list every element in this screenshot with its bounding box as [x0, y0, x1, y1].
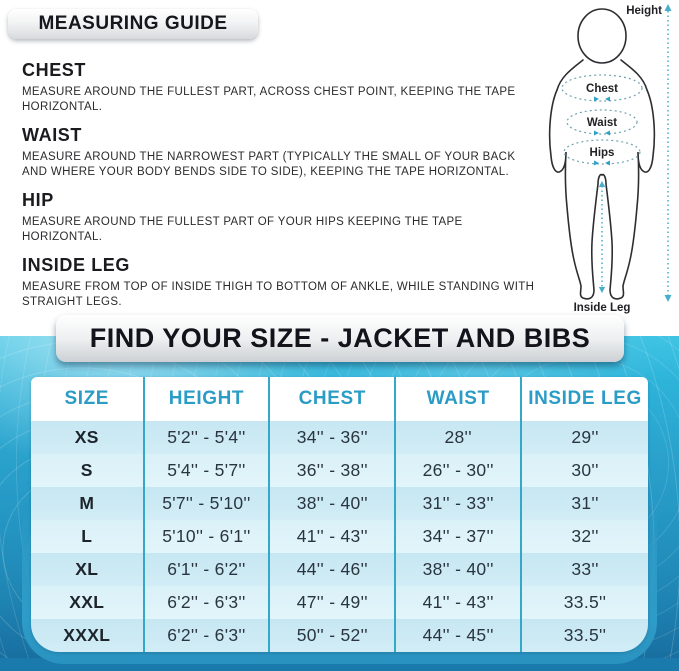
inside-leg-label: Inside Leg: [573, 302, 631, 314]
cell-waist: 28'': [396, 421, 522, 454]
table-row-xxxl: [31, 619, 648, 652]
cell-waist: 26'' - 30'': [396, 454, 522, 487]
measuring-guide-title-box: [8, 9, 258, 39]
section-text-chest: MEASURE AROUND THE FULLEST PART, ACROSS CHEST POINT, KEEPING THE TAPE HORIZONTAL.: [22, 86, 516, 113]
cell-waist: 34'' - 37'': [396, 520, 522, 553]
cell-chest: 44'' - 46'': [270, 553, 396, 586]
find-your-size-banner: [56, 315, 624, 362]
waist-label: Waist: [586, 117, 618, 129]
header-inside-leg: INSIDE LEG: [522, 377, 648, 421]
cell-height: 5'10'' - 6'1'': [145, 520, 271, 553]
body-measurement-diagram: [536, 0, 678, 318]
cell-inside-leg: 31'': [522, 487, 648, 520]
table-row-xl: [31, 553, 648, 586]
cell-size: XS: [31, 421, 145, 454]
cell-chest: 34'' - 36'': [270, 421, 396, 454]
cell-inside-leg: 29'': [522, 421, 648, 454]
cell-chest: 41'' - 43'': [270, 520, 396, 553]
section-heading-inside-leg: INSIDE LEG: [22, 255, 131, 275]
find-your-size-title: FIND YOUR SIZE - JACKET AND BIBS: [89, 323, 591, 353]
cell-size: S: [31, 454, 145, 487]
cell-height: 5'4'' - 5'7'': [145, 454, 271, 487]
body-figure-icon: [536, 0, 678, 318]
cell-chest: 36'' - 38'': [270, 454, 396, 487]
section-heading-chest: CHEST: [22, 60, 87, 80]
table-row-l: [31, 520, 648, 553]
cell-chest: 47'' - 49'': [270, 586, 396, 619]
cell-inside-leg: 33'': [522, 553, 648, 586]
cell-size: XXXL: [31, 619, 145, 652]
section-text-hip: MEASURE AROUND THE FULLEST PART OF YOUR HIPS KEEPING THE TAPE HORIZONTAL.: [22, 216, 463, 243]
measuring-guide-title: MEASURING GUIDE: [38, 13, 228, 34]
cell-height: 5'7'' - 5'10'': [145, 487, 271, 520]
cell-size: L: [31, 520, 145, 553]
cell-height: 5'2'' - 5'4'': [145, 421, 271, 454]
cell-inside-leg: 30'': [522, 454, 648, 487]
chest-label: Chest: [586, 83, 618, 95]
find-your-size-section: [0, 323, 679, 671]
cell-size: M: [31, 487, 145, 520]
cell-height: 6'2'' - 6'3'': [145, 586, 271, 619]
cell-waist: 41'' - 43'': [396, 586, 522, 619]
cell-height: 6'1'' - 6'2'': [145, 553, 271, 586]
cell-chest: 38'' - 40'': [270, 487, 396, 520]
section-heading-waist: WAIST: [22, 125, 82, 145]
header-chest: CHEST: [270, 377, 396, 421]
section-text-inside-leg: MEASURE FROM TOP OF INSIDE THIGH TO BOTTOM OF ANKLE, WHILE STANDING WITH STRAIGHT LEGS.: [22, 281, 535, 308]
cell-waist: 31'' - 33'': [396, 487, 522, 520]
size-table-frame: [22, 377, 657, 664]
cell-inside-leg: 33.5'': [522, 619, 648, 652]
section-heading-hip: HIP: [22, 190, 54, 210]
table-row-xxl: [31, 586, 648, 619]
cell-size: XXL: [31, 586, 145, 619]
section-text-waist: MEASURE AROUND THE NARROWEST PART (TYPICALLY THE SMALL OF YOUR BACK AND WHERE YOUR BODY BENDS SIDE TO SIDE), KEEPING THE TAPE HORIZONTAL.: [22, 151, 516, 178]
cell-chest: 50'' - 52'': [270, 619, 396, 652]
height-label: Height: [626, 5, 662, 17]
table-row-s: [31, 454, 648, 487]
size-table: [31, 377, 648, 652]
hips-label: Hips: [589, 147, 615, 159]
cell-size: XL: [31, 553, 145, 586]
header-size: SIZE: [31, 377, 145, 421]
header-waist: WAIST: [396, 377, 522, 421]
table-row-m: [31, 487, 648, 520]
size-table-header-row: [31, 377, 648, 421]
cell-waist: 44'' - 45'': [396, 619, 522, 652]
measuring-guide-text: [22, 50, 540, 317]
header-height: HEIGHT: [145, 377, 271, 421]
cell-waist: 38'' - 40'': [396, 553, 522, 586]
cell-height: 6'2'' - 6'3'': [145, 619, 271, 652]
table-row-xs: [31, 421, 648, 454]
cell-inside-leg: 32'': [522, 520, 648, 553]
cell-inside-leg: 33.5'': [522, 586, 648, 619]
